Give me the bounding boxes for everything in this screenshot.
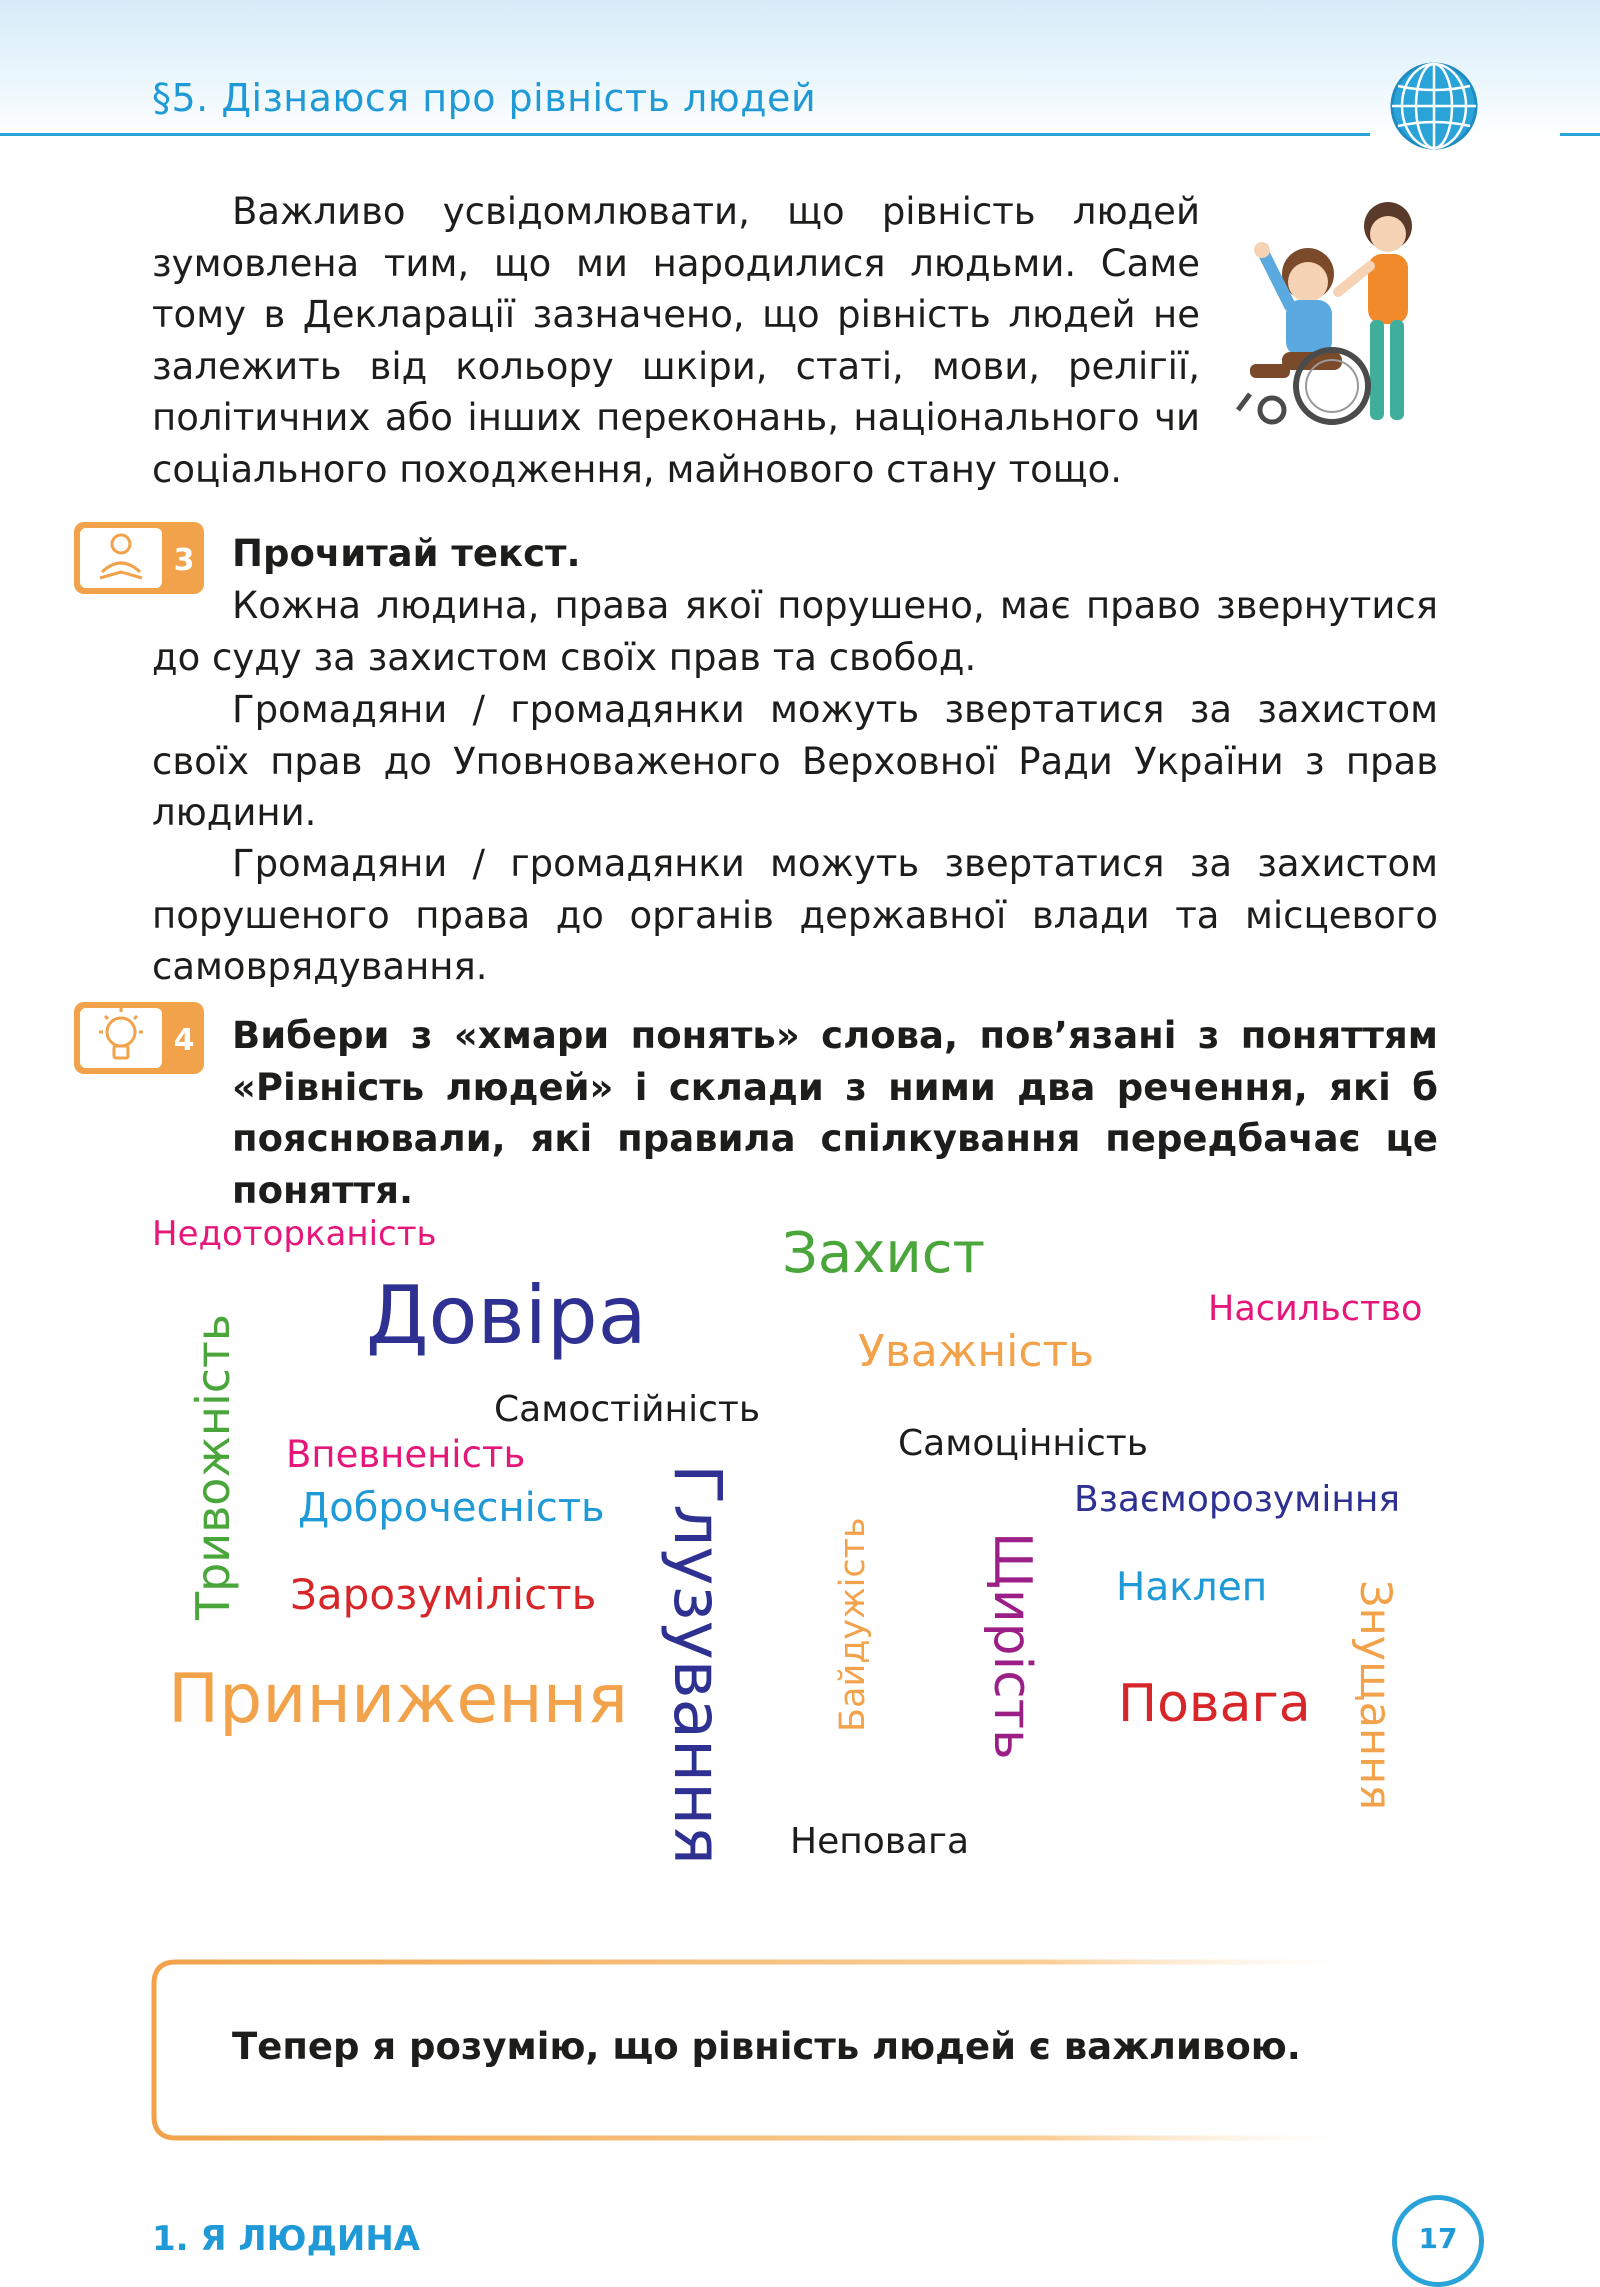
task-3-heading: Прочитай текст.: [232, 532, 581, 575]
header-rule-right: [1560, 133, 1600, 136]
task-3-paragraph-1: Кожна людина, права якої порушено, має право звернутися до суду за захистом своїх прав та свобод.: [152, 584, 1438, 679]
cloud-word-dovira: Довіра: [366, 1269, 647, 1362]
cloud-word-hluzuvannia: Глузування: [659, 1464, 736, 1865]
cloud-word-samotsinnist: Самоцінність: [898, 1423, 1148, 1464]
cloud-word-naklep: Наклеп: [1116, 1565, 1268, 1610]
summary-text: Тепер я розумію, що рівність людей є важливою.: [232, 2025, 1301, 2068]
cloud-word-znushchannia: Знущання: [1350, 1580, 1400, 1811]
page-number: 17: [1418, 2222, 1458, 2255]
cloud-word-tryvozhnist: Тривожність: [186, 1314, 240, 1620]
cloud-word-zarozumilist: Зарозумілість: [290, 1570, 597, 1619]
cloud-word-uvazhnist: Уважність: [858, 1326, 1095, 1377]
cloud-word-samostiinist: Самостійність: [494, 1389, 761, 1430]
cloud-word-zakhyst: Захист: [782, 1221, 986, 1286]
task-4-instruction: Вибери з «хмари понять» слова, пов’язані з поняттям «Рівність людей» і склади з ними два речення, які б пояснювали, які правила спілкування передбачає це поняття.: [232, 1014, 1438, 1212]
cloud-word-pryznyzhennia: Приниження: [168, 1660, 629, 1739]
task-4-number: 4: [173, 1023, 195, 1058]
cloud-word-vpevnenist: Впевненість: [286, 1433, 526, 1476]
task-4-badge: [72, 1000, 206, 1076]
cloud-word-nasylstvo: Насильство: [1208, 1289, 1423, 1329]
intro-paragraph: Важливо усвідомлювати, що рівність людей зумовлена тим, що ми народилися людьми. Саме тому в Декларації зазначено, що рівність людей не залежить від кольору шкіри, статі, мови, релігії, політичних або інших переконань, національного чи соціального походження, майнового стану тощо.: [152, 190, 1200, 491]
cloud-word-baiduzhist: Байдужість: [833, 1517, 873, 1732]
chapter-label: 1. Я ЛЮДИНА: [152, 2219, 421, 2259]
globe-icon: [1388, 60, 1480, 152]
cloud-word-nepovaha: Неповага: [790, 1821, 970, 1862]
header-rule: [0, 133, 1370, 136]
cloud-word-povaha: Повага: [1118, 1674, 1311, 1734]
cloud-word-dobrochesnist: Доброчесність: [298, 1485, 605, 1531]
task-3-paragraph-2: Громадяни / громадянки можуть звертатися за захистом своїх прав до Уповноваженого Верховної Ради України з прав людини.: [152, 688, 1438, 834]
cloud-word-shchyrist: Щирість: [982, 1532, 1042, 1760]
task-3-number: 3: [173, 543, 195, 578]
cloud-word-nedotorkanist: Недоторканість: [152, 1214, 437, 1254]
task-3-paragraph-3: Громадяни / громадянки можуть звертатися за захистом порушеного права до органів державної влади та місцевого самоврядування.: [152, 842, 1438, 988]
cloud-word-vzaiemorozuminnia: Взаєморозуміння: [1074, 1479, 1401, 1520]
section-title: §5. Дізнаюся про рівність людей: [152, 76, 817, 120]
children-wheelchair-illustration: [1220, 196, 1450, 432]
